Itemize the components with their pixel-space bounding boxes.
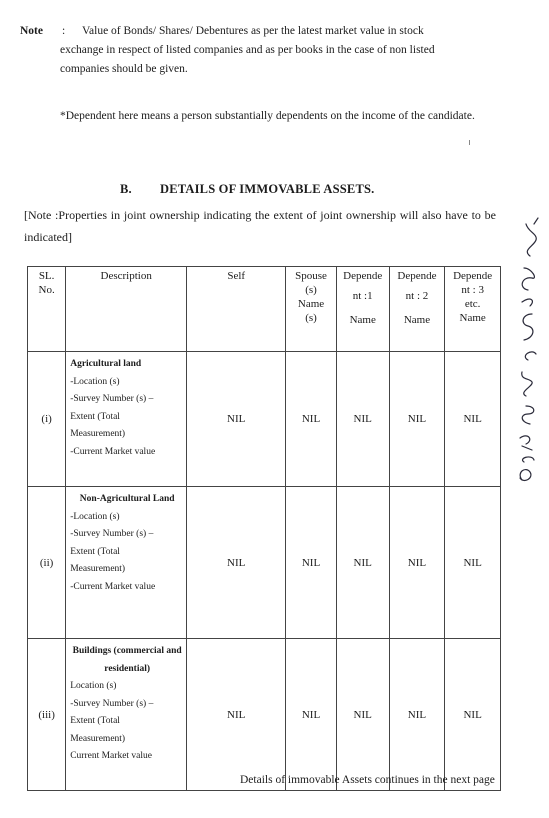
- cell-dependent-2: NIL: [389, 639, 445, 791]
- cell-dependent-1: NIL: [336, 639, 389, 791]
- header-self: Self: [187, 267, 286, 352]
- cell-spouse: NIL: [286, 639, 336, 791]
- cell-self: NIL: [187, 352, 286, 487]
- table-row: [28, 639, 501, 791]
- dependent-note: *Dependent here means a person substantially dependents on the income of the candidate.: [60, 110, 475, 122]
- note-block: [20, 22, 500, 79]
- note-line-2: exchange in respect of listed companies and as per books in the case of non listed: [60, 44, 435, 56]
- header-dependent-2: Depende nt : 2 Name: [389, 267, 445, 352]
- cell-dependent-3: NIL: [445, 352, 501, 487]
- row-sl: (i): [28, 352, 66, 487]
- section-note: [Note :Properties in joint ownership indicating the extent of joint ownership will also have to be indicated]: [24, 208, 496, 244]
- note-colon: :: [62, 25, 66, 37]
- cell-self: NIL: [187, 487, 286, 639]
- cell-dependent-1: NIL: [336, 487, 389, 639]
- section-title: DETAILS OF IMMOVABLE ASSETS.: [160, 182, 375, 196]
- table-row: [28, 352, 501, 487]
- table-header-row: [28, 267, 501, 352]
- row-description: Buildings (commercial and residential) Location (s) -Survey Number (s) – Extent (Total Measurement) Current Market value: [66, 639, 187, 791]
- row-sl: (ii): [28, 487, 66, 639]
- cell-spouse: NIL: [286, 487, 336, 639]
- cell-dependent-1: NIL: [336, 352, 389, 487]
- row-description: Non-Agricultural Land -Location (s) -Survey Number (s) – Extent (Total Measurement) -Current Market value: [66, 487, 187, 639]
- header-dependent-3: Depende nt : 3 etc. Name: [445, 267, 501, 352]
- cell-dependent-2: NIL: [389, 487, 445, 639]
- header-dependent-1: Depende nt :1 Name: [336, 267, 389, 352]
- row-title: Non-Agricultural Land: [79, 494, 175, 504]
- section-heading: [120, 182, 374, 197]
- note-label: Note: [20, 25, 43, 37]
- cell-self: NIL: [187, 639, 286, 791]
- cell-dependent-3: NIL: [445, 487, 501, 639]
- header-sl: SL. No.: [28, 267, 66, 352]
- row-description: Agricultural land -Location (s) -Survey Number (s) – Extent (Total Measurement) -Current Market value: [66, 352, 187, 487]
- stray-mark: [469, 140, 470, 145]
- note-line-1: Value of Bonds/ Shares/ Debentures as per the latest market value in stock: [82, 25, 424, 37]
- continuation-note: Details of immovable Assets continues in the next page: [240, 774, 495, 786]
- handwritten-signature: [514, 210, 544, 510]
- note-line-3: companies should be given.: [60, 63, 188, 75]
- cell-dependent-3: NIL: [445, 639, 501, 791]
- section-letter: B.: [120, 182, 132, 196]
- row-title: Agricultural land: [70, 359, 142, 369]
- cell-dependent-2: NIL: [389, 352, 445, 487]
- row-sl: (iii): [28, 639, 66, 791]
- header-description: Description: [66, 267, 187, 352]
- immovable-assets-table: [27, 266, 501, 791]
- header-spouse: Spouse (s) Name (s): [286, 267, 336, 352]
- table-row: [28, 487, 501, 639]
- cell-spouse: NIL: [286, 352, 336, 487]
- row-title: Buildings (commercial and residential): [72, 646, 182, 674]
